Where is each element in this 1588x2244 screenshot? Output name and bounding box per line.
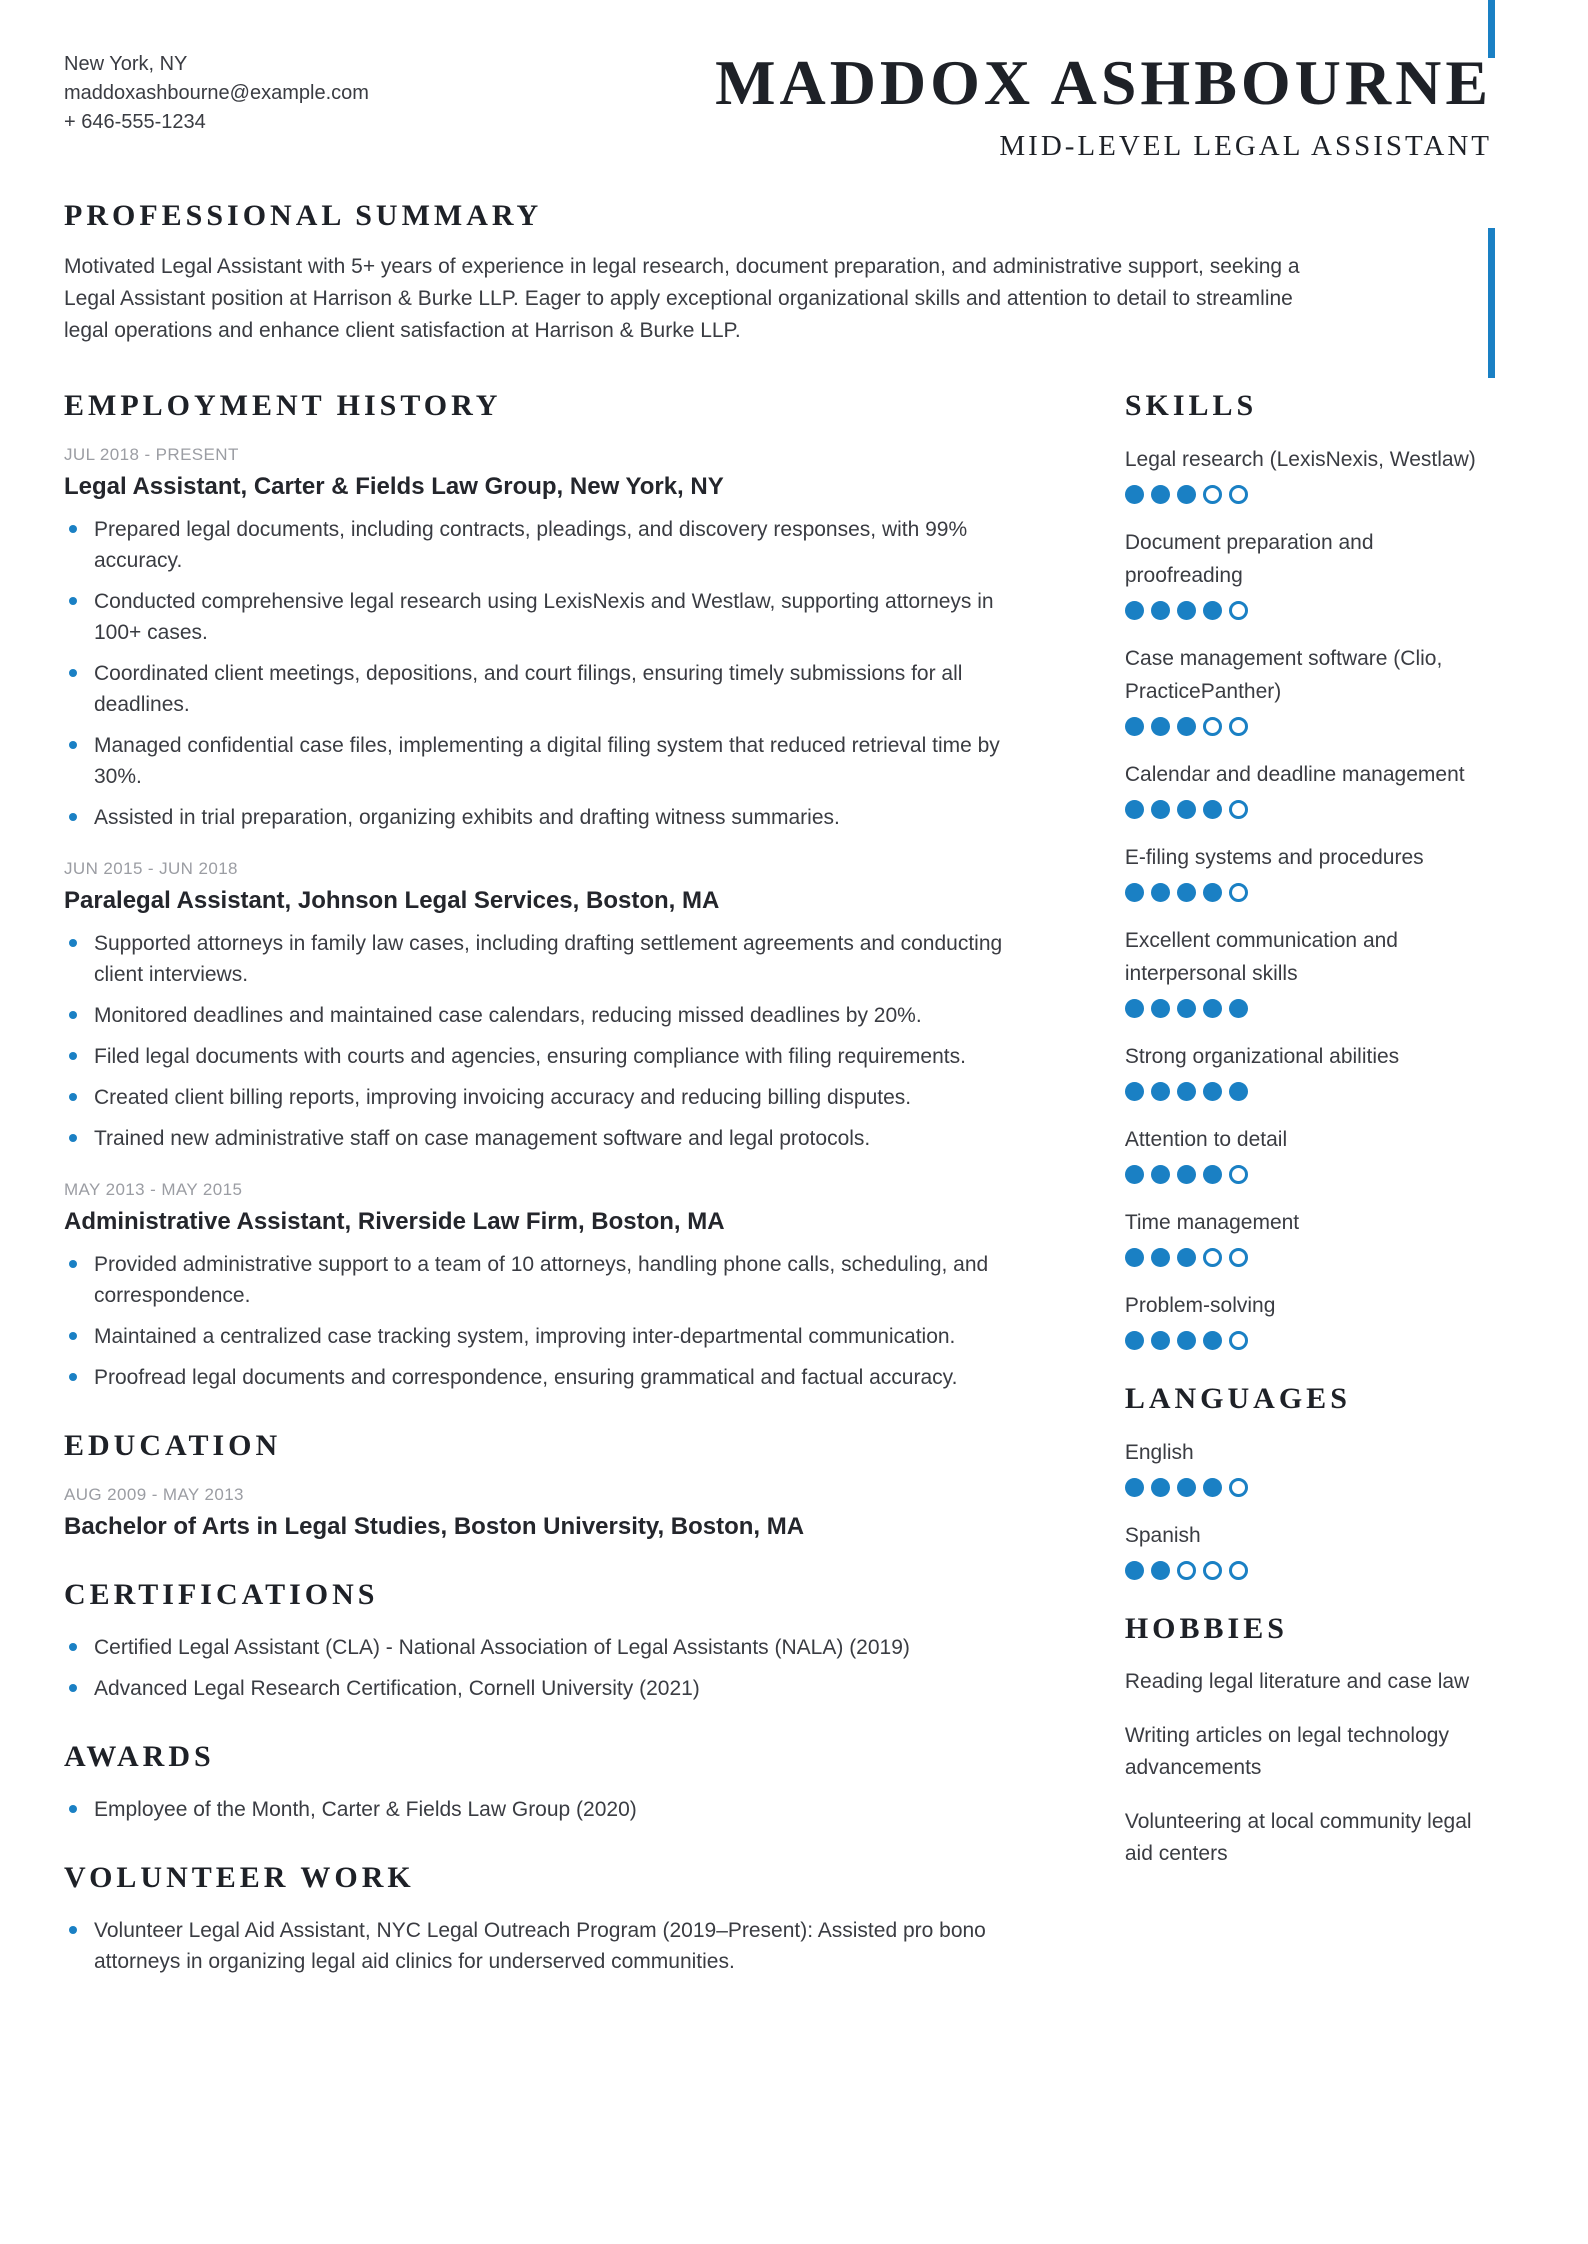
bullet-dot-icon [69, 1332, 77, 1340]
rating-dot-filled-icon [1151, 1082, 1170, 1101]
rating-dot-filled-icon [1151, 1248, 1170, 1267]
rating-dot-filled-icon [1151, 485, 1170, 504]
certification-list [64, 1632, 1012, 1704]
education-date: AUG 2009 - MAY 2013 [64, 1484, 244, 1504]
section-employment-history [64, 387, 1012, 1393]
section-volunteer-work [64, 1859, 1012, 1977]
bullet-dot-icon [69, 813, 77, 821]
skill-rating [1125, 883, 1492, 902]
skill-item [1125, 924, 1492, 1018]
job-bullets [64, 928, 1012, 1154]
contact-phone: + 646-555-1234 [64, 111, 206, 133]
rating-dot-filled-icon [1151, 999, 1170, 1018]
rating-dot-filled-icon [1177, 1248, 1196, 1267]
bullet-dot-icon [69, 1093, 77, 1101]
bullet-dot-icon [69, 597, 77, 605]
rating-dot-filled-icon [1177, 485, 1196, 504]
skill-item [1125, 1123, 1492, 1184]
skill-label: E-filing systems and procedures [1124, 845, 1424, 869]
rating-dot-filled-icon [1151, 1331, 1170, 1350]
contact-email: maddoxashbourne@example.com [64, 82, 369, 104]
rating-dot-filled-icon [1125, 1248, 1144, 1267]
hobby-item: Writing articles on legal technology advancements [1124, 1723, 1449, 1779]
rating-dot-filled-icon [1177, 1165, 1196, 1184]
skill-item [1125, 1206, 1492, 1267]
rating-dot-filled-icon [1177, 1478, 1196, 1497]
job-bullet [64, 1321, 1012, 1352]
language-label: English [1124, 1440, 1194, 1464]
columns [64, 387, 1492, 1987]
rating-dot-filled-icon [1125, 601, 1144, 620]
skill-label: Legal research (LexisNexis, Westlaw) [1124, 447, 1476, 471]
rating-dot-empty-icon [1177, 1561, 1196, 1580]
rating-dot-filled-icon [1125, 1082, 1144, 1101]
skill-label: Strong organizational abilities [1124, 1044, 1400, 1068]
skills-heading: SKILLS [1124, 388, 1258, 422]
rating-dot-empty-icon [1229, 1478, 1248, 1497]
volunteer-text: Volunteer Legal Aid Assistant, NYC Legal Outreach Program (2019–Present): Assisted pro bono attorneys in organizing legal aid clinics for underserved communities. [94, 1918, 986, 1973]
skill-item [1125, 642, 1492, 736]
rating-dot-filled-icon [1151, 1165, 1170, 1184]
main-column [64, 387, 1012, 1987]
rating-dot-filled-icon [1203, 883, 1222, 902]
skill-item [1125, 1040, 1492, 1101]
rating-dot-filled-icon [1177, 717, 1196, 736]
skill-item [1125, 1289, 1492, 1350]
rating-dot-filled-icon [1151, 800, 1170, 819]
header [64, 47, 1492, 163]
job-bullet-text: Provided administrative support to a team of 10 attorneys, handling phone calls, scheduling, and correspondence. [94, 1252, 989, 1307]
award-text: Employee of the Month, Carter & Fields Law Group (2020) [94, 1797, 637, 1821]
rating-dot-filled-icon [1203, 1331, 1222, 1350]
rating-dot-empty-icon [1203, 717, 1222, 736]
sidebar-column [1125, 387, 1492, 1892]
rating-dot-empty-icon [1229, 883, 1248, 902]
rating-dot-empty-icon [1229, 1165, 1248, 1184]
rating-dot-filled-icon [1125, 1331, 1144, 1350]
rating-dot-filled-icon [1203, 1165, 1222, 1184]
job-title: Legal Assistant, Carter & Fields Law Group, New York, NY [64, 472, 724, 500]
skill-label: Time management [1124, 1210, 1300, 1234]
job-bullet [64, 658, 1012, 720]
rating-dot-filled-icon [1125, 800, 1144, 819]
job-bullet [64, 1362, 1012, 1393]
rating-dot-filled-icon [1125, 999, 1144, 1018]
volunteer-heading: VOLUNTEER WORK [64, 1860, 415, 1894]
rating-dot-filled-icon [1125, 717, 1144, 736]
bullet-dot-icon [69, 1684, 77, 1692]
rating-dot-filled-icon [1177, 1082, 1196, 1101]
rating-dot-filled-icon [1177, 1331, 1196, 1350]
candidate-title: MID-LEVEL LEGAL ASSISTANT [999, 129, 1492, 162]
section-hobbies [1125, 1610, 1492, 1870]
skill-label: Problem-solving [1124, 1293, 1276, 1317]
summary-text: Motivated Legal Assistant with 5+ years of experience in legal research, document preparation, and administrative support, seeking a Legal Assistant position at Harrison & Burke LLP. Eager to apply exceptional organizational skills and attention to detail to streamline legal operations and enhance client satisfaction at Harrison & Burke LLP. [64, 254, 1300, 342]
skill-item [1125, 443, 1492, 504]
skill-rating [1125, 1082, 1492, 1101]
job-bullet [64, 1041, 1012, 1072]
education-heading: EDUCATION [64, 1428, 282, 1462]
bullet-dot-icon [69, 1373, 77, 1381]
section-skills [1125, 387, 1492, 1350]
bullet-dot-icon [69, 1260, 77, 1268]
job-bullet [64, 1249, 1012, 1311]
rating-dot-filled-icon [1125, 485, 1144, 504]
certification-text: Certified Legal Assistant (CLA) - National Association of Legal Assistants (NALA) (2019) [94, 1635, 910, 1659]
certification-item [64, 1673, 1012, 1704]
job-date: JUL 2018 - PRESENT [64, 444, 239, 464]
contact-block [64, 50, 369, 137]
rating-dot-filled-icon [1151, 1478, 1170, 1497]
language-item [1125, 1519, 1492, 1580]
skill-item [1125, 526, 1492, 620]
skill-rating [1125, 717, 1492, 736]
job-bullet-text: Created client billing reports, improving invoicing accuracy and reducing billing disputes. [94, 1085, 912, 1109]
job-bullet [64, 730, 1012, 792]
job-bullet [64, 928, 1012, 990]
job-bullet-text: Maintained a centralized case tracking system, improving inter-departmental communication. [94, 1324, 956, 1348]
skill-item [1125, 758, 1492, 819]
bullet-dot-icon [69, 1134, 77, 1142]
rating-dot-empty-icon [1203, 485, 1222, 504]
hobby-item: Reading legal literature and case law [1124, 1669, 1470, 1693]
candidate-name: MADDOX ASHBOURNE [715, 47, 1492, 118]
skill-rating [1125, 601, 1492, 620]
job-bullet [64, 1123, 1012, 1154]
job-bullet-text: Proofread legal documents and correspondence, ensuring grammatical and factual accuracy. [94, 1365, 958, 1389]
job-title: Paralegal Assistant, Johnson Legal Services, Boston, MA [64, 886, 720, 914]
rating-dot-filled-icon [1151, 601, 1170, 620]
job-bullet-text: Assisted in trial preparation, organizing exhibits and drafting witness summaries. [94, 805, 840, 829]
language-rating [1125, 1478, 1492, 1497]
rating-dot-empty-icon [1203, 1561, 1222, 1580]
rating-dot-filled-icon [1229, 1082, 1248, 1101]
skill-item [1125, 841, 1492, 902]
skill-label: Case management software (Clio, PracticePanther) [1124, 646, 1443, 703]
section-awards [64, 1738, 1012, 1825]
job-entry [64, 857, 1012, 1154]
bullet-dot-icon [69, 1926, 77, 1934]
employment-heading: EMPLOYMENT HISTORY [64, 388, 502, 422]
rating-dot-empty-icon [1229, 800, 1248, 819]
job-bullet-text: Conducted comprehensive legal research using LexisNexis and Westlaw, supporting attorneys in 100+ cases. [94, 589, 994, 644]
identity-block [715, 46, 1492, 163]
job-bullet [64, 1000, 1012, 1031]
job-bullet-text: Trained new administrative staff on case management software and legal protocols. [94, 1126, 871, 1150]
hobby-item: Volunteering at local community legal aid centers [1124, 1809, 1472, 1865]
job-bullet-text: Managed confidential case files, implementing a digital filing system that reduced retrieval time by 30%. [94, 733, 1000, 788]
job-bullet [64, 802, 1012, 833]
job-bullet [64, 514, 1012, 576]
summary-heading: PROFESSIONAL SUMMARY [64, 198, 543, 232]
job-bullet-text: Coordinated client meetings, depositions, and court filings, ensuring timely submissions for all deadlines. [94, 661, 963, 716]
bullet-dot-icon [69, 939, 77, 947]
bullet-dot-icon [69, 1643, 77, 1651]
award-list [64, 1794, 1012, 1825]
certifications-heading: CERTIFICATIONS [64, 1577, 379, 1611]
rating-dot-filled-icon [1229, 999, 1248, 1018]
job-bullet-text: Prepared legal documents, including contracts, pleadings, and discovery responses, with 99% accuracy. [94, 517, 968, 572]
bullet-dot-icon [69, 1052, 77, 1060]
rating-dot-filled-icon [1125, 1561, 1144, 1580]
skill-rating [1125, 999, 1492, 1018]
rating-dot-filled-icon [1177, 999, 1196, 1018]
rating-dot-filled-icon [1151, 717, 1170, 736]
skill-label: Document preparation and proofreading [1124, 530, 1374, 587]
section-education [64, 1427, 1012, 1542]
skill-label: Calendar and deadline management [1124, 762, 1465, 786]
job-bullet [64, 1082, 1012, 1113]
certification-text: Advanced Legal Research Certification, Cornell University (2021) [94, 1676, 700, 1700]
section-languages [1125, 1380, 1492, 1580]
rating-dot-filled-icon [1203, 1082, 1222, 1101]
bullet-dot-icon [69, 669, 77, 677]
job-entry [64, 1178, 1012, 1393]
skill-label: Attention to detail [1124, 1127, 1288, 1151]
bullet-dot-icon [69, 1011, 77, 1019]
skill-rating [1125, 1165, 1492, 1184]
contact-location: New York, NY [64, 53, 188, 75]
hobbies-heading: HOBBIES [1124, 1611, 1288, 1645]
job-bullet-text: Monitored deadlines and maintained case calendars, reducing missed deadlines by 20%. [94, 1003, 922, 1027]
rating-dot-empty-icon [1229, 1331, 1248, 1350]
language-rating [1125, 1561, 1492, 1580]
bullet-dot-icon [69, 741, 77, 749]
rating-dot-filled-icon [1203, 999, 1222, 1018]
volunteer-item [64, 1915, 1012, 1977]
job-bullet [64, 586, 1012, 648]
job-bullets [64, 514, 1012, 833]
volunteer-list [64, 1915, 1012, 1977]
rating-dot-filled-icon [1203, 601, 1222, 620]
rating-dot-empty-icon [1229, 1248, 1248, 1267]
skill-rating [1125, 485, 1492, 504]
rating-dot-filled-icon [1151, 1561, 1170, 1580]
rating-dot-filled-icon [1125, 1165, 1144, 1184]
rating-dot-filled-icon [1177, 601, 1196, 620]
job-bullets [64, 1249, 1012, 1393]
rating-dot-empty-icon [1229, 601, 1248, 620]
section-certifications [64, 1576, 1012, 1704]
language-label: Spanish [1124, 1523, 1201, 1547]
job-bullet-text: Supported attorneys in family law cases, including drafting settlement agreements and conducting client interviews. [94, 931, 1003, 986]
certification-item [64, 1632, 1012, 1663]
job-entry [64, 443, 1012, 833]
job-date: MAY 2013 - MAY 2015 [64, 1179, 243, 1199]
rating-dot-empty-icon [1229, 1561, 1248, 1580]
rating-dot-empty-icon [1203, 1248, 1222, 1267]
rating-dot-filled-icon [1151, 883, 1170, 902]
job-date: JUN 2015 - JUN 2018 [64, 858, 238, 878]
skill-rating [1125, 800, 1492, 819]
rating-dot-filled-icon [1125, 883, 1144, 902]
language-item [1125, 1436, 1492, 1497]
awards-heading: AWARDS [64, 1739, 215, 1773]
rating-dot-empty-icon [1229, 717, 1248, 736]
rating-dot-filled-icon [1125, 1478, 1144, 1497]
rating-dot-empty-icon [1229, 485, 1248, 504]
bullet-dot-icon [69, 1805, 77, 1813]
award-item [64, 1794, 1012, 1825]
rating-dot-filled-icon [1177, 800, 1196, 819]
job-title: Administrative Assistant, Riverside Law Firm, Boston, MA [64, 1207, 725, 1235]
rating-dot-filled-icon [1203, 1478, 1222, 1497]
rating-dot-filled-icon [1177, 883, 1196, 902]
education-degree: Bachelor of Arts in Legal Studies, Boston University, Boston, MA [64, 1512, 805, 1540]
languages-heading: LANGUAGES [1124, 1381, 1351, 1415]
rating-dot-filled-icon [1203, 800, 1222, 819]
job-bullet-text: Filed legal documents with courts and agencies, ensuring compliance with filing requirements. [94, 1044, 966, 1068]
skill-rating [1125, 1248, 1492, 1267]
bullet-dot-icon [69, 525, 77, 533]
skill-rating [1125, 1331, 1492, 1350]
skill-label: Excellent communication and interpersonal skills [1124, 928, 1398, 985]
section-professional-summary [64, 197, 1492, 347]
